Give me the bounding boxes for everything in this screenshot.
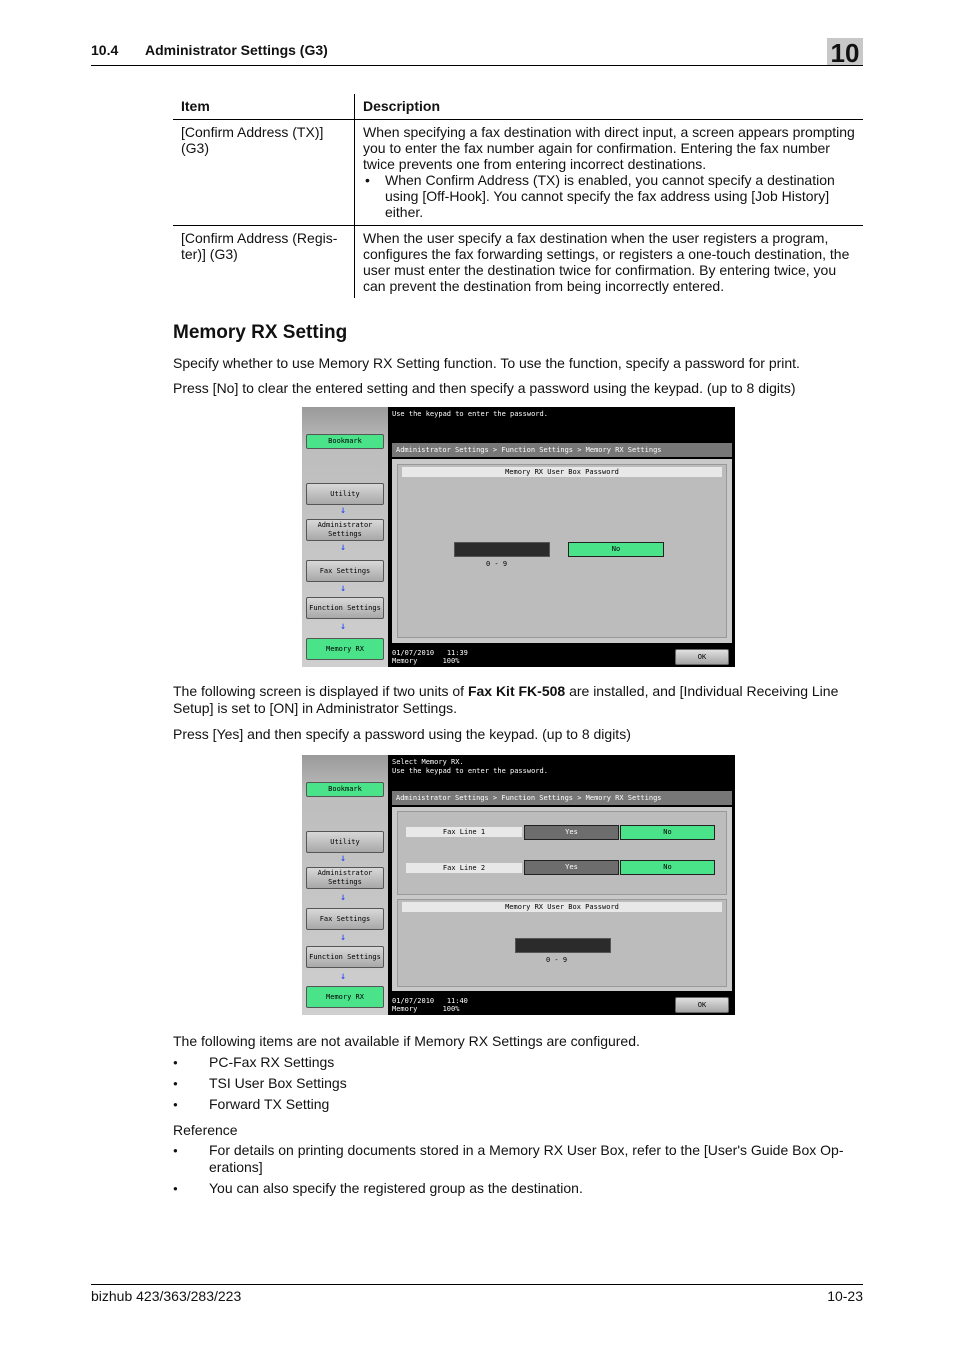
product-name: Fax Kit FK-508 [467,683,566,699]
function-settings-button[interactable]: Function Settings [306,597,384,619]
password-panel [397,899,727,987]
paragraph: Press [Yes] and then specify a password using the keypad. (up to 8 digits) [173,726,631,742]
breadcrumb: Administrator Settings > Function Settings > Memory RX Settings [392,791,732,805]
memory-label: Memory [392,657,418,665]
footer-rule [91,1284,863,1285]
description-bullet: • When Confirm Address (TX) is enabled, you cannot specify a destination using [Off-Hook]. You cannot specify the fax address using [Job History] either. [385,172,855,220]
table-cell-description: When the user specify a fax destination when the user registers a program, configures the fax forwarding settings, or registers a one-touch destination, the user must enter the destination twice for confirmation. By entering twice, you can prevent the destination from being incorrectly entered. [363,230,850,294]
paragraph: Specify whether to use Memory RX Setting function. To use the function, specify a password for print. [173,355,800,371]
section-number: 10.4 [91,42,119,58]
paragraph-text: The following screen is displayed if two units of [173,683,468,699]
section-title: Administrator Settings (G3) [145,42,328,58]
status-bar [388,993,735,1015]
table-cell-item: [Confirm Address (Regis- ter)] (G3) [173,226,355,299]
arrow-down-icon: ↓ [340,505,347,516]
arrow-down-icon: ↓ [340,583,347,594]
settings-panel [392,459,732,643]
table-header-row [173,94,863,120]
message-line: Select Memory RX. [392,758,464,766]
sidebar [302,407,388,667]
arrow-down-icon: ↓ [340,542,347,553]
date: 01/07/2010 [392,997,435,1005]
fax-line-2-no-button[interactable]: No [620,860,715,875]
password-input[interactable] [454,542,550,557]
password-input[interactable] [515,938,611,953]
reference-list [173,1142,863,1201]
paragraph [173,683,863,717]
fax-settings-button[interactable]: Fax Settings [306,908,384,930]
memory-rx-button[interactable]: Memory RX [306,986,384,1008]
message-text [392,758,548,776]
memory-value: 100% [442,1005,460,1013]
fax-settings-button[interactable]: Fax Settings [306,560,384,582]
arrow-down-icon: ↓ [340,853,347,864]
list-item: ● TSI User Box Settings [173,1075,863,1092]
arrow-down-icon: ↓ [340,932,347,943]
time: 11:40 [446,997,468,1005]
status-text [392,997,468,1013]
password-label: Memory RX User Box Password [402,467,722,477]
sidebar [302,755,388,1015]
status-bar [388,645,735,667]
reference-label: Reference [173,1122,238,1138]
memory-value: 100% [442,657,460,665]
function-settings-button[interactable]: Function Settings [306,946,384,968]
fax-line-panel [397,811,727,895]
password-panel [397,464,727,638]
list-item: ● Forward TX Setting [173,1096,863,1113]
admin-settings-button[interactable]: Administrator Settings [306,519,384,541]
message-line: Use the keypad to enter the password. [392,767,548,775]
running-header [91,42,328,58]
list-item: ● You can also specify the registered group as the destination. [173,1180,863,1197]
list-item: ● For details on printing documents stored in a Memory RX User Box, refer to the [User's Guide Box Op- erations] [173,1142,863,1176]
utility-button[interactable]: Utility [306,831,384,853]
memory-label: Memory [392,1005,418,1013]
no-button[interactable]: No [568,542,664,557]
table-cell-description [355,120,864,226]
bookmark-button[interactable]: Bookmark [306,434,384,449]
password-label: Memory RX User Box Password [402,902,722,912]
chapter-number: 10 [827,38,863,66]
digits-hint: 0 - 9 [486,560,508,568]
ok-button[interactable]: OK [675,649,729,665]
paragraph-text: are installed, and [Individual Receiving Line Setup] is set to [ON] in Administrator Settings. [173,683,839,716]
table-header-item: Item [173,94,355,120]
bookmark-button[interactable]: Bookmark [306,782,384,797]
footer-model: bizhub 423/363/283/223 [91,1288,242,1304]
time: 11:39 [446,649,468,657]
arrow-down-icon: ↓ [340,971,347,982]
breadcrumb: Administrator Settings > Function Settings > Memory RX Settings [392,443,732,457]
paragraph: The following items are not available if Memory RX Settings are configured. [173,1033,640,1049]
ok-button[interactable]: OK [675,997,729,1013]
table-header-description: Description [355,94,864,120]
table-row [173,226,863,299]
memory-rx-button[interactable]: Memory RX [306,638,384,660]
fax-line-2-yes-button[interactable]: Yes [524,860,619,875]
table-row [173,120,863,226]
date: 01/07/2010 [392,649,435,657]
paragraph: Press [No] to clear the entered setting and then specify a password using the keypad. (up to 8 digits) [173,380,796,396]
arrow-down-icon: ↓ [340,621,347,632]
arrow-down-icon: ↓ [340,892,347,903]
footer-page-number: 10-23 [827,1288,863,1304]
fax-line-1-yes-button[interactable]: Yes [524,825,619,840]
admin-settings-button[interactable]: Administrator Settings [306,867,384,889]
utility-button[interactable]: Utility [306,483,384,505]
digits-hint: 0 - 9 [546,956,568,964]
list-item: ● PC-Fax RX Settings [173,1054,863,1071]
settings-panel [392,807,732,991]
status-text [392,649,468,665]
settings-table [173,94,863,298]
fax-line-1-label: Fax Line 1 [406,827,522,837]
screenshot-memory-rx-two-lines [302,755,735,1015]
message-text: Use the keypad to enter the password. [392,410,548,418]
table-cell-item: [Confirm Address (TX)] (G3) [173,120,355,226]
section-heading: Memory RX Setting [173,322,348,343]
unavailable-items-list [173,1054,863,1117]
fax-line-1-no-button[interactable]: No [620,825,715,840]
screenshot-memory-rx [302,407,735,667]
header-rule [91,65,863,66]
description-text: When specifying a fax destination with direct input, a screen appears prompting you to enter the fax number again for confirmation. Entering the fax number twice prevents one from entering incorrect destinations. [363,124,855,172]
fax-line-2-label: Fax Line 2 [406,863,522,873]
